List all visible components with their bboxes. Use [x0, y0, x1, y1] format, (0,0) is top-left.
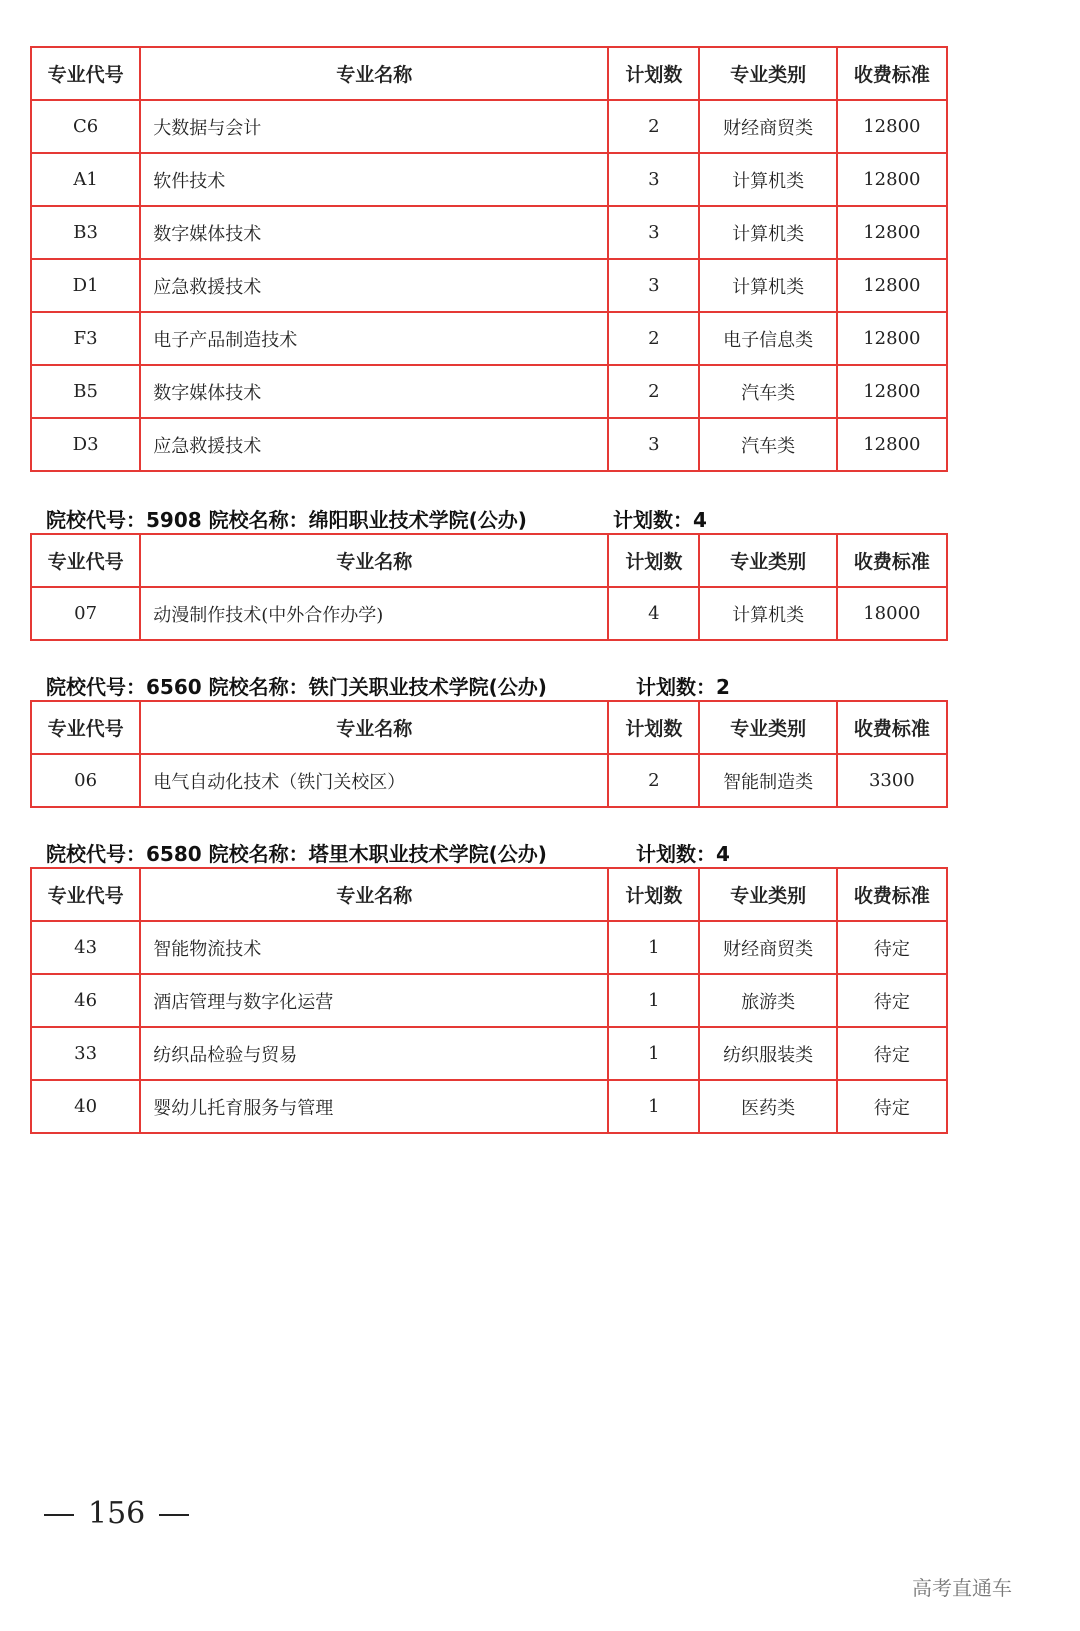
cell-fee: 待定	[837, 921, 947, 974]
cell-code: D3	[31, 418, 140, 471]
school-heading-6580	[46, 839, 730, 869]
table-header-row	[31, 47, 947, 100]
cell-code: D1	[31, 259, 140, 312]
cell-plan: 1	[608, 974, 699, 1027]
header-fee: 收费标准	[837, 47, 947, 100]
header-name: 专业名称	[140, 47, 608, 100]
cell-code: B5	[31, 365, 140, 418]
table-row	[31, 754, 947, 807]
header-code: 专业代号	[31, 868, 140, 921]
cell-fee: 12800	[837, 418, 947, 471]
cell-fee: 待定	[837, 1080, 947, 1133]
header-plan: 计划数	[608, 868, 699, 921]
header-name: 专业名称	[140, 701, 608, 754]
header-category: 专业类别	[699, 47, 836, 100]
header-plan: 计划数	[608, 47, 699, 100]
cell-category: 医药类	[699, 1080, 836, 1133]
cell-plan: 2	[608, 754, 699, 807]
table-row	[31, 1080, 947, 1133]
cell-name: 应急救援技术	[140, 418, 608, 471]
table-header-row	[31, 534, 947, 587]
header-name: 专业名称	[140, 868, 608, 921]
cell-fee: 12800	[837, 365, 947, 418]
cell-name: 动漫制作技术(中外合作办学)	[140, 587, 608, 640]
table-row	[31, 974, 947, 1027]
cell-fee: 12800	[837, 206, 947, 259]
table-row	[31, 206, 947, 259]
cell-name: 数字媒体技术	[140, 365, 608, 418]
cell-plan: 3	[608, 206, 699, 259]
school-heading-5908	[46, 505, 707, 535]
header-code: 专业代号	[31, 534, 140, 587]
cell-category: 汽车类	[699, 418, 836, 471]
cell-fee: 12800	[837, 259, 947, 312]
cell-category: 纺织服装类	[699, 1027, 836, 1080]
table-header-row	[31, 868, 947, 921]
cell-category: 计算机类	[699, 206, 836, 259]
cell-code: 06	[31, 754, 140, 807]
cell-name: 电子产品制造技术	[140, 312, 608, 365]
page-number-dash-right	[159, 1514, 189, 1516]
table-row	[31, 259, 947, 312]
cell-name: 电气自动化技术（铁门关校区）	[140, 754, 608, 807]
table-row	[31, 1027, 947, 1080]
cell-category: 计算机类	[699, 153, 836, 206]
cell-category: 旅游类	[699, 974, 836, 1027]
cell-fee: 12800	[837, 153, 947, 206]
cell-plan: 1	[608, 1027, 699, 1080]
header-fee: 收费标准	[837, 534, 947, 587]
cell-code: C6	[31, 100, 140, 153]
cell-category: 汽车类	[699, 365, 836, 418]
cell-plan: 3	[608, 418, 699, 471]
header-fee: 收费标准	[837, 868, 947, 921]
cell-plan: 3	[608, 259, 699, 312]
cell-code: 07	[31, 587, 140, 640]
cell-code: A1	[31, 153, 140, 206]
cell-name: 酒店管理与数字化运营	[140, 974, 608, 1027]
watermark: 高考直通车	[912, 1576, 1012, 1600]
cell-name: 应急救援技术	[140, 259, 608, 312]
cell-code: 46	[31, 974, 140, 1027]
cell-fee: 12800	[837, 100, 947, 153]
cell-fee: 18000	[837, 587, 947, 640]
cell-fee: 待定	[837, 974, 947, 1027]
major-table-6560	[30, 700, 948, 808]
cell-fee: 12800	[837, 312, 947, 365]
header-category: 专业类别	[699, 701, 836, 754]
major-table-6580	[30, 867, 948, 1134]
cell-name: 软件技术	[140, 153, 608, 206]
page-number	[44, 1492, 203, 1536]
cell-code: F3	[31, 312, 140, 365]
cell-category: 财经商贸类	[699, 921, 836, 974]
cell-plan: 2	[608, 365, 699, 418]
major-table-5908	[30, 533, 948, 641]
table-header-row	[31, 701, 947, 754]
header-fee: 收费标准	[837, 701, 947, 754]
cell-category: 财经商贸类	[699, 100, 836, 153]
table-row	[31, 921, 947, 974]
cell-fee: 待定	[837, 1027, 947, 1080]
header-code: 专业代号	[31, 701, 140, 754]
page-number-value: 156	[88, 1496, 146, 1531]
cell-plan: 2	[608, 100, 699, 153]
cell-name: 智能物流技术	[140, 921, 608, 974]
school-plan-count: 计划数：4	[636, 842, 730, 866]
cell-category: 智能制造类	[699, 754, 836, 807]
page-number-dash-left	[44, 1514, 74, 1516]
table-row	[31, 100, 947, 153]
table-row	[31, 418, 947, 471]
cell-plan: 2	[608, 312, 699, 365]
school-info: 院校代号：6580 院校名称：塔里木职业技术学院(公办)	[46, 842, 547, 866]
cell-name: 婴幼儿托育服务与管理	[140, 1080, 608, 1133]
cell-code: B3	[31, 206, 140, 259]
header-code: 专业代号	[31, 47, 140, 100]
school-info: 院校代号：5908 院校名称：绵阳职业技术学院(公办)	[46, 508, 527, 532]
header-category: 专业类别	[699, 868, 836, 921]
cell-category: 计算机类	[699, 259, 836, 312]
cell-fee: 3300	[837, 754, 947, 807]
cell-code: 40	[31, 1080, 140, 1133]
school-heading-6560	[46, 672, 730, 702]
cell-code: 43	[31, 921, 140, 974]
cell-plan: 4	[608, 587, 699, 640]
table-row	[31, 365, 947, 418]
header-name: 专业名称	[140, 534, 608, 587]
table-row	[31, 153, 947, 206]
cell-plan: 3	[608, 153, 699, 206]
cell-plan: 1	[608, 1080, 699, 1133]
cell-name: 纺织品检验与贸易	[140, 1027, 608, 1080]
school-plan-count: 计划数：2	[636, 675, 730, 699]
header-plan: 计划数	[608, 534, 699, 587]
header-plan: 计划数	[608, 701, 699, 754]
major-table-continued	[30, 46, 948, 472]
school-info: 院校代号：6560 院校名称：铁门关职业技术学院(公办)	[46, 675, 547, 699]
school-plan-count: 计划数：4	[613, 508, 707, 532]
cell-category: 电子信息类	[699, 312, 836, 365]
cell-category: 计算机类	[699, 587, 836, 640]
cell-plan: 1	[608, 921, 699, 974]
cell-code: 33	[31, 1027, 140, 1080]
table-row	[31, 587, 947, 640]
header-category: 专业类别	[699, 534, 836, 587]
cell-name: 大数据与会计	[140, 100, 608, 153]
table-row	[31, 312, 947, 365]
cell-name: 数字媒体技术	[140, 206, 608, 259]
